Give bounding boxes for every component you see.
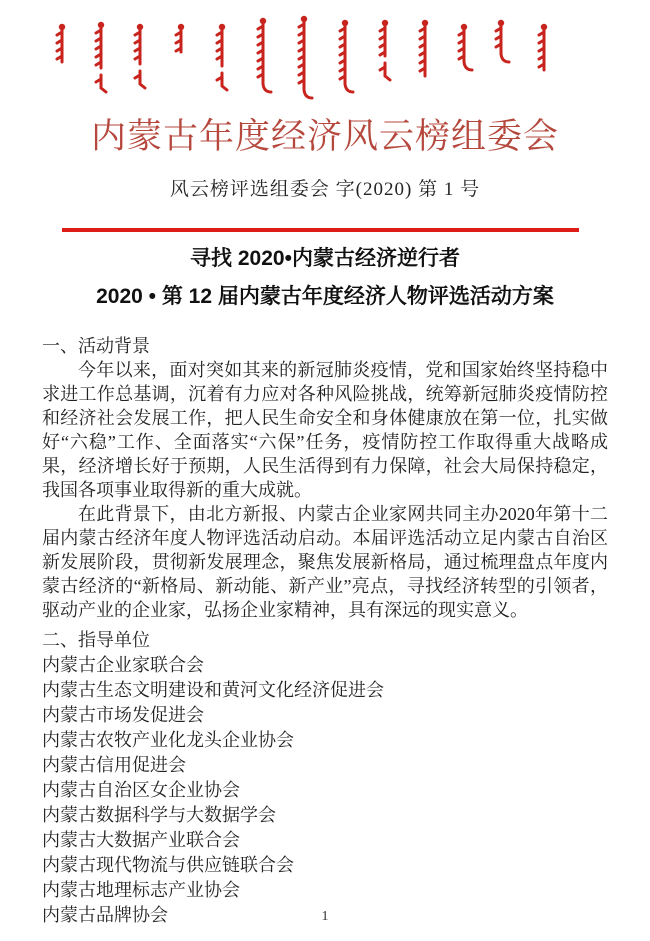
mongolian-script-header bbox=[0, 0, 650, 100]
headline-theme: 寻找 2020•内蒙古经济逆行者 bbox=[190, 247, 460, 270]
list-item-unit: 内蒙古市场发促进会 bbox=[42, 705, 204, 725]
list-item-unit: 内蒙古现代物流与供应链联合会 bbox=[42, 855, 294, 875]
list-item-unit: 内蒙古大数据产业联合会 bbox=[42, 830, 240, 850]
red-divider bbox=[62, 228, 579, 232]
list-item-unit: 内蒙古品牌协会 bbox=[42, 905, 168, 925]
section-guidance-units bbox=[42, 628, 608, 928]
list-item-unit: 内蒙古自治区女企业协会 bbox=[42, 780, 240, 800]
list-item-unit: 内蒙古信用促进会 bbox=[42, 755, 186, 775]
page-number: 1 bbox=[321, 909, 329, 924]
doc-number-line: 风云榜评选组委会 字(2020) 第 1 号 bbox=[169, 179, 481, 200]
document-body bbox=[42, 334, 608, 928]
headline-plan: 2020 • 第 12 届内蒙古年度经济人物评选活动方案 bbox=[96, 285, 554, 308]
list-item-unit: 内蒙古地理标志产业协会 bbox=[42, 880, 240, 900]
list-item-unit: 内蒙古数据科学与大数据学会 bbox=[42, 805, 276, 825]
section-heading-activity-background: 一、活动背景 bbox=[42, 336, 150, 356]
org-title: 内蒙古年度经济风云榜组委会 bbox=[90, 117, 559, 156]
paragraph-background-1: 今年以来，面对突如其来的新冠肺炎疫情，党和国家始终坚持稳中求进工作总基调，沉着有力应对各种风险挑战，统筹新冠肺炎疫情防控和经济社会发展工作，把人民生命安全和身体健康放在第一位，扎实做好“六稳”工作、全面落实“六保”任务，疫情防控工作取得重大战略成果，经济增长好于预期，人民生活得到有力保障，社会大局保持稳定，我国各项事业取得新的重大成就。 bbox=[42, 360, 608, 500]
paragraph-background-2: 在此背景下，由北方新报、内蒙古企业家网共同主办2020年第十二届内蒙古经济年度人物评选活动启动。本届评选活动立足内蒙古自治区新发展阶段，贯彻新发展理念，聚焦发展新格局，通过梳理盘点年度内蒙古经济的“新格局、新动能、新产业”亮点，寻找经济转型的引领者，驱动产业的企业家，弘扬企业家精神，具有深远的现实意义。 bbox=[42, 504, 608, 620]
list-item-unit: 内蒙古生态文明建设和黄河文化经济促进会 bbox=[42, 680, 384, 700]
list-item-unit: 内蒙古农牧产业化龙头企业协会 bbox=[42, 730, 294, 750]
mongolian-script-graphic bbox=[0, 0, 650, 100]
list-item-unit: 内蒙古企业家联合会 bbox=[42, 655, 204, 675]
section-heading-guidance-units: 二、指导单位 bbox=[42, 630, 150, 650]
